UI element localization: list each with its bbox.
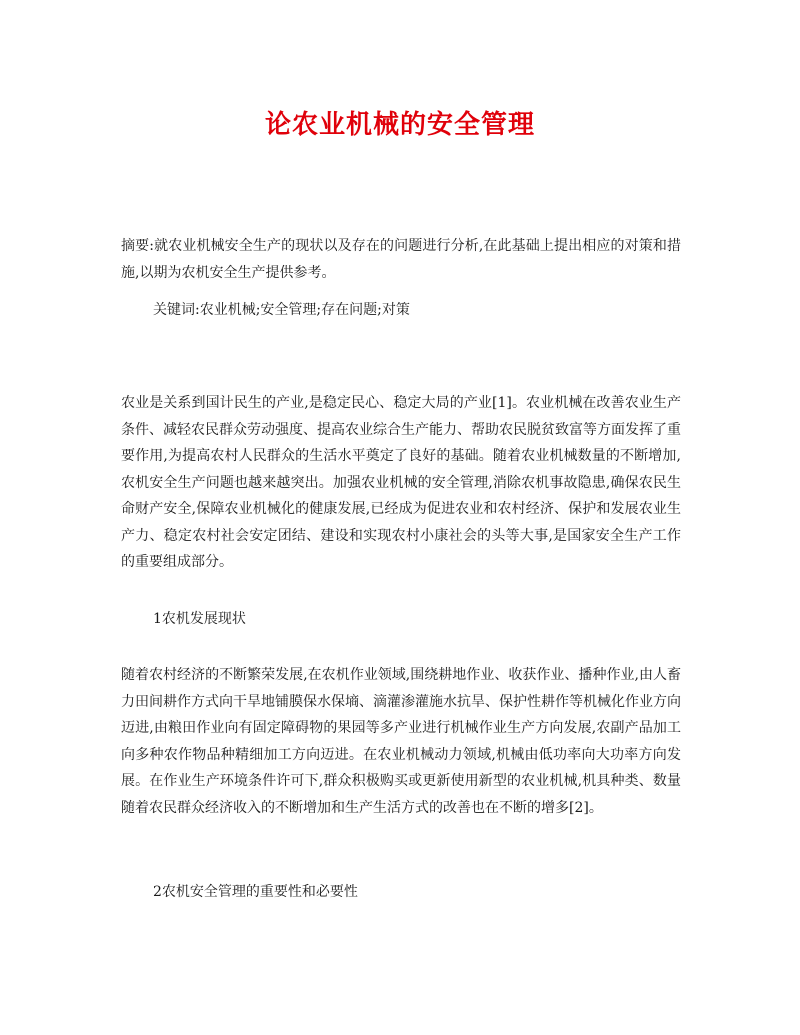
section-2-heading-block bbox=[121, 879, 713, 906]
section-1-heading-block bbox=[121, 606, 713, 633]
abstract-block bbox=[121, 233, 681, 286]
abstract-text: 摘要:就农业机械安全生产的现状以及存在的问题进行分析,在此基础上提出相应的对策和措施,以期为农机安全生产提供参考。 bbox=[121, 238, 681, 281]
intro-paragraph: 农业是关系到国计民生的产业,是稳定民心、稳定大局的产业[1]。农业机械在改善农业生产条件、减轻农民群众劳动强度、提高农业综合生产能力、帮助农民脱贫致富等方面发挥了重要作用,为提高农村人民群众的生活水平奠定了良好的基础。随着农业机械数量的不断增加,农机安全生产问题也越来越突出。加强农业机械的安全管理,消除农机事故隐患,确保农民生命财产安全,保障农业机械化的健康发展,已经成为促进农业和农村经济、保护和发展农业生产力、稳定农村社会安定团结、建设和实现农村小康社会的头等大事,是国家安全生产工作的重要组成部分。 bbox=[121, 395, 681, 570]
section-1-paragraph: 随着农村经济的不断繁荣发展,在农机作业领域,围绕耕地作业、收获作业、播种作业,由人畜力田间耕作方式向干旱地铺膜保水保墒、滴灌渗灌施水抗旱、保护性耕作等机械化作业方向迈进,由粮田作业向有固定障碍物的果园等多产业进行机械作业生产方向发展,农副产品加工向多种农作物品种精细加工方向迈进。在农业机械动力领域,机械由低功率向大功率方向发展。在作业生产环境条件许可下,群众积极购买或更新使用新型的农业机械,机具种类、数量随着农民群众经济收入的不断增加和生产生活方式的改善也在不断的增多[2]。 bbox=[121, 667, 681, 816]
keywords-text: 关键词:农业机械;安全管理;存在问题;对策 bbox=[153, 302, 410, 318]
intro-block bbox=[121, 390, 681, 576]
document-title: 论农业机械的安全管理 bbox=[264, 110, 535, 140]
section-1-block bbox=[121, 662, 681, 821]
section-1-heading: 1农机发展现状 bbox=[153, 611, 246, 627]
section-2-heading: 2农机安全管理的重要性和必要性 bbox=[153, 884, 358, 900]
keywords-block bbox=[121, 297, 713, 324]
